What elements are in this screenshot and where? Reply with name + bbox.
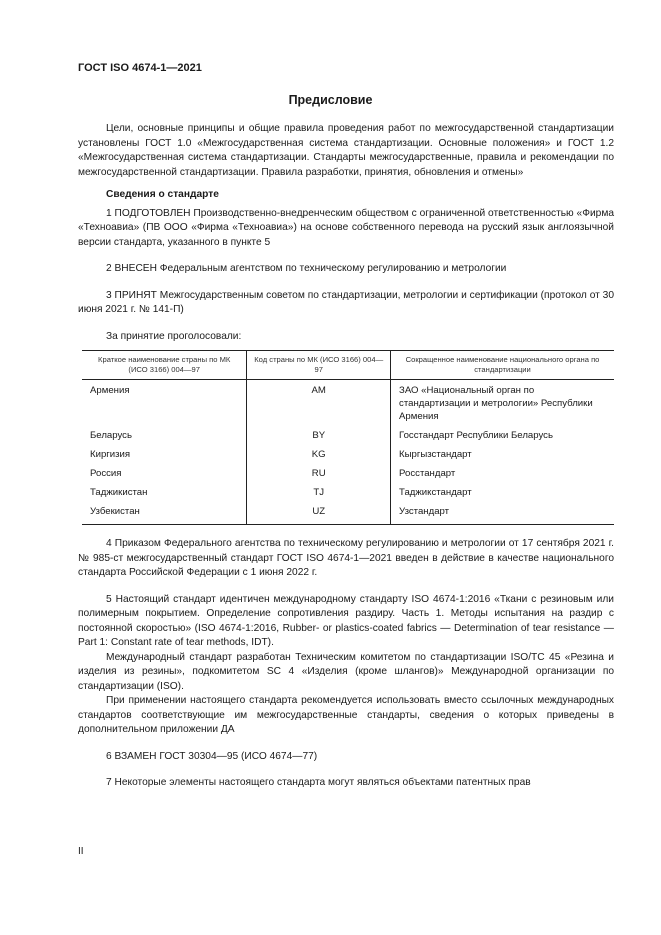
item-5-committee-paragraph: Международный стандарт разработан Техническим комитетом по стандартизации ISO/TC 45 «Резина и изделия из резины», подкомитетом SC 4 «Изделия (кроме шлангов)» Международной организации по стандартизации (ISO). (78, 651, 614, 692)
voting-countries-table (82, 350, 614, 525)
code-cell: TJ (247, 483, 391, 502)
item-3-paragraph: 3 ПРИНЯТ Межгосударственным советом по стандартизации, метрологии и сертификации (протокол от 30 июня 2021 г. № 141-П) (78, 289, 614, 315)
item-5-application-paragraph: При применении настоящего стандарта рекомендуется использовать вместо ссылочных международных стандартов соответствующие им межгосударственные стандарты, сведения о которых приведены в дополнительном приложении ДА (78, 695, 614, 735)
body-cell: Госстандарт Республики Беларусь (391, 426, 614, 445)
table-header-row (82, 351, 614, 380)
page-number: II (78, 846, 84, 857)
country-cell: Армения (90, 385, 130, 396)
table-row (82, 502, 614, 525)
body-cell: ЗАО «Национальный орган по стандартизации и метрологии» Республики Армения (391, 380, 614, 427)
table-header-country: Краткое наименование страны по МК (ИСО 3166) 004—97 (82, 351, 247, 380)
country-cell: Киргизия (90, 449, 131, 460)
item-2-paragraph: 2 ВНЕСЕН Федеральным агентством по техническому регулированию и метрологии (106, 263, 507, 274)
country-cell: Таджикистан (90, 487, 148, 498)
table-row (82, 426, 614, 445)
section-heading: Сведения о стандарте (106, 189, 219, 200)
item-5-paragraph: 5 Настоящий стандарт идентичен международному стандарту ISO 4674-1:2016 «Ткани с резиновым или полимерным покрытием. Определение сопротивления раздиру. Часть 1. Методы испытания на раздир с постоянной скоростью» (ISO 4674-1:2016, Rubber- or plastics-coated fabrics — Determination of tear resistance — Part 1: Constant rate of tear methods, IDT). (78, 593, 614, 648)
intro-paragraph: Цели, основные принципы и общие правила проведения работ по межгосударственной стандартизации установлены ГОСТ 1.0 «Межгосударственная система стандартизации. Основные положения» и ГОСТ 1.2 «Межгосударственная система стандартизации. Стандарты межгосударственные, правила и рекомендации по межгосударственной стандартизации. Правила разработки, принятия, обновления и отмены» (78, 123, 614, 178)
code-cell: RU (247, 464, 391, 483)
country-cell: Беларусь (90, 430, 132, 441)
code-cell: UZ (247, 502, 391, 525)
page-title: Предисловие (288, 93, 373, 107)
table-header-body: Сокращенное наименование национального органа по стандартизации (391, 351, 614, 380)
table-header-code: Код страны по МК (ИСО 3166) 004—97 (247, 351, 391, 380)
item-4-paragraph: 4 Приказом Федерального агентства по техническому регулированию и метрологии от 17 сентября 2021 г. № 985-ст межгосударственный стандарт ГОСТ ISO 4674-1—2021 введен в действие в качестве национального стандарта Российской Федерации с 1 июня 2022 г. (78, 538, 614, 578)
body-cell: Узстандарт (391, 502, 614, 525)
vote-label: За принятие проголосовали: (106, 330, 242, 342)
country-cell: Узбекистан (82, 502, 247, 525)
document-code-header: ГОСТ ISO 4674-1—2021 (78, 62, 202, 74)
item-1-paragraph: 1 ПОДГОТОВЛЕН Производственно-внедренческим обществом с ограниченной ответственностью «Фирма «Техноавиа» (ПВ ООО «Фирма «Техноавиа») на основе собственного перевода на русский язык англоязычной версии стандарта, указанного в пункте 5 (78, 207, 614, 248)
table-row (82, 464, 614, 483)
table-row (82, 380, 614, 427)
country-cell: Россия (90, 468, 122, 479)
code-cell: BY (247, 426, 391, 445)
body-cell: Росстандарт (391, 464, 614, 483)
table-row (82, 483, 614, 502)
code-cell: AM (247, 380, 391, 427)
table-row (82, 445, 614, 464)
document-body (78, 122, 614, 791)
body-cell: Таджикстандарт (391, 483, 614, 502)
body-cell: Кыргызстандарт (391, 445, 614, 464)
item-6-paragraph: 6 ВЗАМЕН ГОСТ 30304—95 (ИСО 4674—77) (106, 750, 318, 762)
code-cell: KG (247, 445, 391, 464)
item-7-paragraph: 7 Некоторые элементы настоящего стандарта могут являться объектами патентных прав (106, 777, 531, 788)
